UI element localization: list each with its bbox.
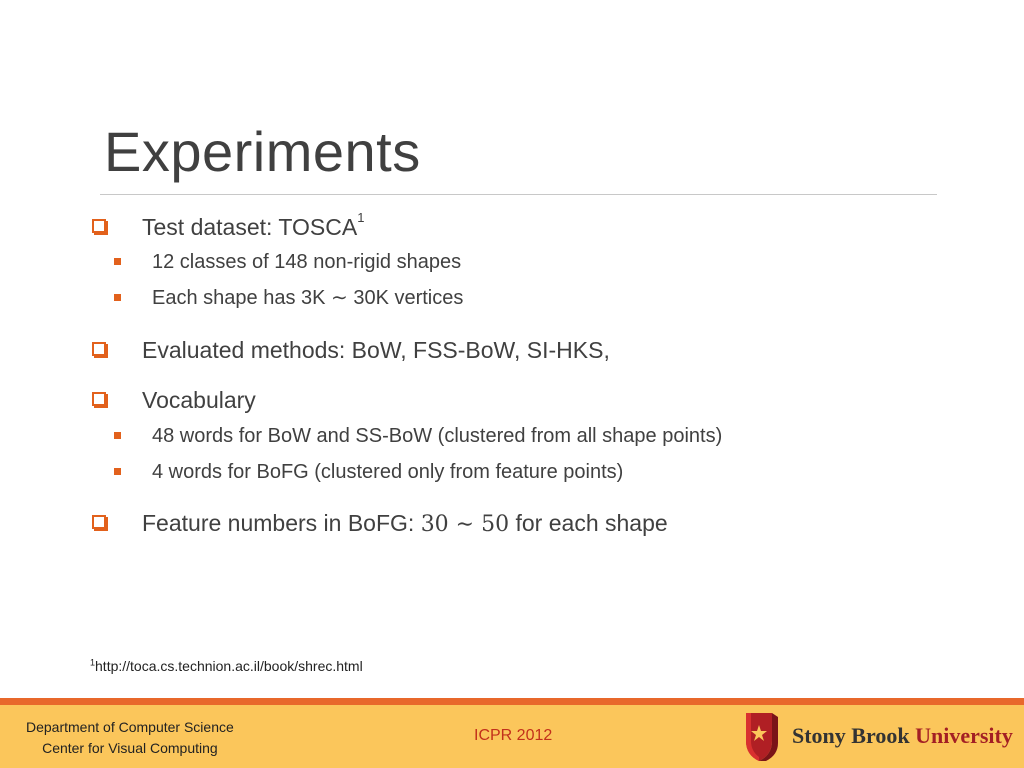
bullet-text: Test dataset: TOSCA$^1$ — [142, 210, 365, 240]
square-bullet-icon — [114, 468, 121, 475]
math-range: 30 ∼ 50 — [420, 512, 510, 537]
footer-stripe — [0, 698, 1024, 705]
checkbox-bullet-icon — [92, 342, 106, 356]
checkbox-bullet-icon — [92, 515, 106, 529]
square-bullet-icon — [114, 294, 121, 301]
footnote-marker: 1 — [357, 210, 365, 226]
university-logo — [742, 711, 1022, 763]
slide-content: Test dataset: TOSCA$^1$ 12 classes of 148 non-rigid shapes Each shape has 3K ∼ 30K vertices Evaluated methods: BoW, FSS-BoW, SI-HKS, Vocabulary 48 words for BoW and SS-BoW (clustered from all shape points) 4 words for BoFG (clustered only from feature points) Feature numbers in BoFG: 30 ∼ 50 for each shape — [0, 0, 1024, 690]
department-name: Department of Computer Science Center for Visual Computing — [26, 719, 234, 756]
footnote-url: http://toca.cs.technion.ac.il/book/shrec.html — [95, 658, 363, 674]
square-bullet-icon — [114, 432, 121, 439]
checkbox-bullet-icon — [92, 392, 106, 406]
square-bullet-icon — [114, 258, 121, 265]
university-shield-icon — [742, 711, 782, 763]
footnote — [90, 658, 363, 674]
university-wordmark: Stony Brook University — [792, 723, 1013, 748]
checkbox-bullet-icon — [92, 219, 106, 233]
conference-label: ICPR 2012 — [474, 727, 553, 744]
bullet-text: Feature numbers in BoFG: 30 ∼ 50 for each shape — [142, 510, 668, 537]
footer — [0, 705, 1024, 768]
slide-title: Experiments — [104, 120, 421, 183]
footnote-marker: 1 — [90, 657, 96, 668]
